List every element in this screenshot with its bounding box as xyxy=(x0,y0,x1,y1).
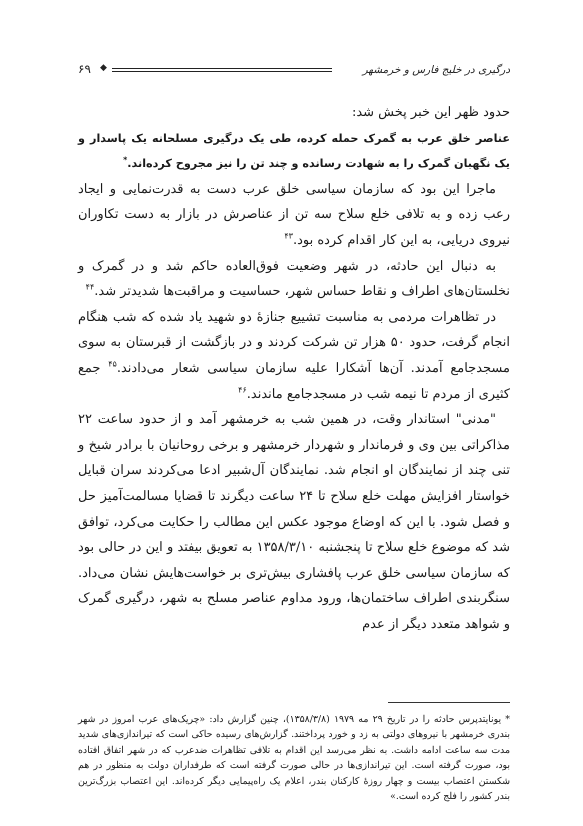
footnote-separator xyxy=(388,702,510,703)
footnote-mark: * xyxy=(123,155,128,165)
paragraph-text: جمع کثیری از مردم تا نیمه شب در مسجدجامع ماندند. xyxy=(78,360,510,402)
diamond-icon: ◆ xyxy=(100,63,107,73)
paragraph xyxy=(78,254,510,305)
header-rule-double xyxy=(112,71,332,72)
page-number: ۶۹ xyxy=(78,62,91,76)
endnote-ref: ۴۳ xyxy=(284,231,293,241)
paragraph xyxy=(78,305,510,407)
endnote-ref: ۴۶ xyxy=(238,385,247,395)
paragraph-intro: حدود ظهر این خبر پخش شد: xyxy=(351,105,510,120)
paragraph xyxy=(78,177,510,254)
body-text xyxy=(78,100,510,637)
running-header xyxy=(78,62,510,84)
paragraph-quote xyxy=(78,126,510,177)
endnote-ref: ۴۴ xyxy=(85,282,95,292)
footnote: * یونایتدپرس حادثه را در تاریخ ۲۹ مه ۱۹۷۹ (۱۳۵۸/۳/۸)، چنین گزارش داد: «چریک‌های عرب امروز در شهر بندری خرمشهر با نیروهای دولتی به زد و خورد پرداختند. گزارش‌های رسیده حاکی است که تیراندازی‌های شدید مدت سه ساعت ادامه داشت. به نظر می‌رسد این اقدام به تلافی تظاهرات ضدعرب که در شهر اتفاق افتاده بود، صورت گرفته است. این تیراندازی‌ها در حالی صورت گرفته است که طرفداران دولت به منظور در هم شکستن اعتصاب بیست و چهار روزهٔ کارکنان بندر، اعلام یک راه‌پیمایی دیگر کرده‌اند. این اعتصاب بزرگ‌ترین بندر کشور را فلج کرده است.» xyxy=(78,714,510,803)
header-rule xyxy=(112,68,332,69)
paragraph: "مدنی" استاندار وقت، در همین شب به خرمشهر آمد و از حدود ساعت ۲۲ مذاکراتی بین وی و فرماندار و شهردار خرمشهر و برخی روحانیان با برادر شیخ و تنی چند از نمایندگان او انجام شد. نمایندگان آل‌شبیر ادعا می‌کردند سران قبایل خواستار افزایش مهلت خلع سلاح تا ۲۴ ساعت دیگرند تا قضایا مسالمت‌آمیز حل و فصل شود. با این که اوضاع موجود عکس این مطالب را حکایت می‌کرد، توافق شد که موضوع خلع سلاح تا پنجشنبه ۱۳۵۸/۳/۱۰ به تعویق بیفتد و این در حالی بود که سازمان سیاسی خلق عرب پافشاری بیش‌تری بر خواست‌هایش نشان می‌داد. سنگربندی اطراف ساختمان‌ها، ورود مداوم عناصر مسلح به شهر، درگیری گمرک و شواهد متعدد دیگر از عدم xyxy=(78,412,510,632)
paragraph-text: به دنبال این حادثه، در شهر وضعیت فوق‌العاده حاکم شد و در گمرک و نخلستان‌های اطراف و نقاط حساس شهر، حساسیت و مراقبت‌ها شدیدتر شد. xyxy=(78,258,510,300)
header-title: درگیری در خلیج فارس و خرمشهر xyxy=(362,64,510,76)
paragraph-text: ماجرا این بود که سازمان سیاسی خلق عرب دست به قدرت‌نمایی و ایجاد رعب زده و به تلافی خلع سلاح سه تن از عناصرش در بازار به دست تکاوران نیروی دریایی، به این کار اقدام کرده بود. xyxy=(78,181,510,248)
quote-text: عناصر خلق عرب به گمرک حمله کرده، طی یک درگیری مسلحانه یک پاسدار و یک نگهبان گمرک را به شهادت رسانده و چند تن را نیز مجروح کرده‌اند. xyxy=(78,131,510,171)
endnote-ref: ۴۵ xyxy=(108,359,117,369)
paragraph-text: در تظاهرات مردمی به مناسبت تشییع جنازهٔ دو شهید یاد شده که شب هنگام انجام گرفت، حدود ۵۰ هزار تن شرکت کردند و در بازگشت از قبرستان به سوی مسجدجامع آمدند. آن‌ها آشکارا علیه سازمان سیاسی شعار می‌دادند. xyxy=(78,309,510,376)
